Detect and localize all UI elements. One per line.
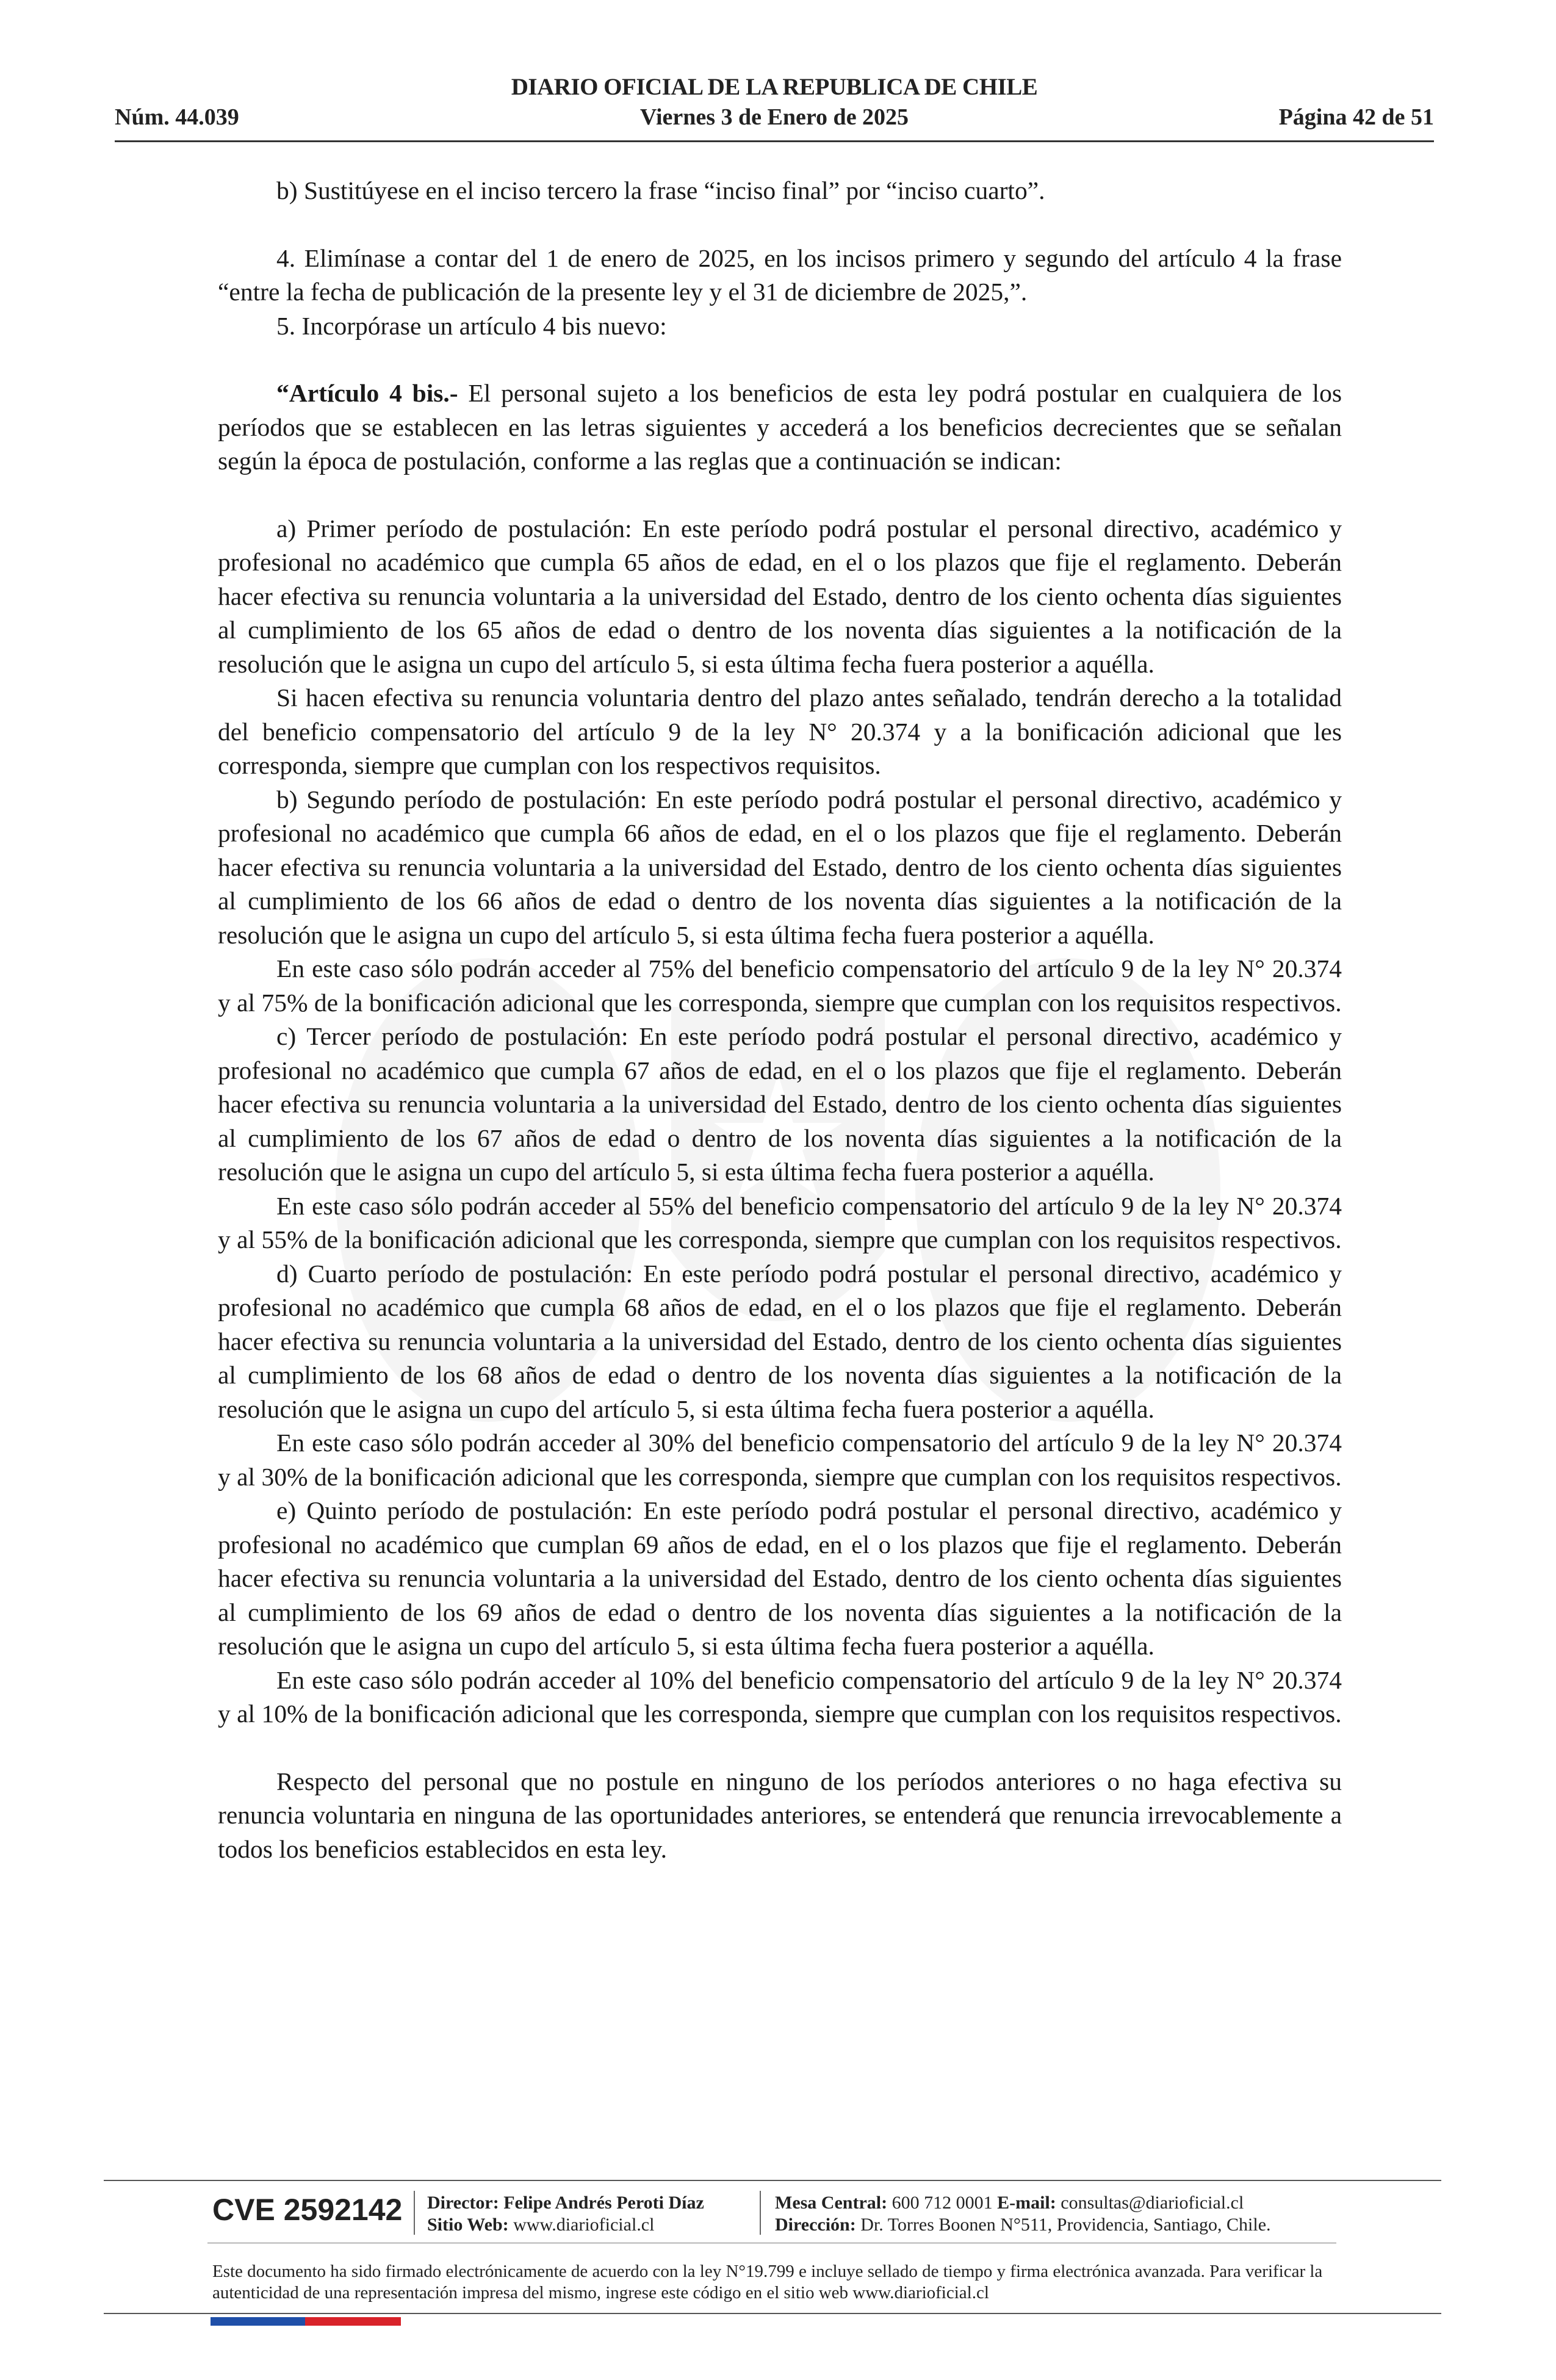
cve-code: CVE 2592142	[212, 2193, 403, 2227]
paragraph-b-substitution: b) Sustitúyese en el inciso tercero la frase “inciso final” por “inciso cuarto”.	[276, 176, 1045, 204]
newspaper-title: DIARIO OFICIAL DE LA REPUBLICA DE CHILE	[511, 74, 1038, 100]
page-number: Página 42 de 51	[1278, 104, 1434, 130]
email-link[interactable]: consultas@diarioficial.cl	[1061, 2193, 1244, 2213]
email-label: E-mail:	[997, 2193, 1056, 2213]
header-divider	[115, 140, 1434, 142]
director-name: Felipe Andrés Peroti Díaz	[503, 2193, 704, 2213]
period-d-paragraph: d) Cuarto período de postulación: En este período podrá postular el personal directivo, académico y profesional no académico que cumpla 68 años de edad, en el o los plazos que fije el reglamento. Deberán hacer efectiva su renuncia voluntaria a la universidad del Estado, dentro de los ciento ochenta días siguientes al cumplimiento de los 68 años de edad o dentro de los noventa días siguientes a la notificación de la resolución que le asigna un cupo del artículo 5, si esta última fecha fuera posterior a aquélla.	[218, 1259, 1342, 1423]
period-a-paragraph: a) Primer período de postulación: En este período podrá postular el personal directivo, académico y profesional no académico que cumpla 65 años de edad, en el o los plazos que fije el reglamento. Deberán hacer efectiva su renuncia voluntaria a la universidad del Estado, dentro de los ciento ochenta días siguientes al cumplimiento de los 65 años de edad o dentro de los noventa días siguientes a la notificación de la resolución que le asigna un cupo del artículo 5, si esta última fecha fuera posterior a aquélla.	[218, 514, 1342, 678]
address-label: Dirección:	[775, 2215, 856, 2235]
footer-separator	[760, 2191, 761, 2235]
period-c-benefit: En este caso sólo podrán acceder al 55% del beneficio compensatorio del artículo 9 de la ley N° 20.374 y al 55% de la bonificación adicional que les corresponda, siempre que cumplan con los requisitos respectivos.	[218, 1191, 1342, 1253]
flag-stripe-red	[305, 2317, 401, 2326]
footer-separator	[414, 2191, 415, 2235]
footer-director-block	[427, 2192, 704, 2236]
issue-date: Viernes 3 de Enero de 2025	[639, 104, 909, 130]
document-body	[218, 174, 1342, 1866]
flag-stripe-blue	[211, 2317, 305, 2326]
address-text: Dr. Torres Boonen N°511, Providencia, Santiago, Chile.	[860, 2215, 1271, 2235]
paragraph-4: 4. Elimínase a contar del 1 de enero de 2025, en los incisos primero y segundo del artículo 4 la frase “entre la fecha de publicación de la presente ley y el 31 de diciembre de 2025,”.	[218, 243, 1342, 306]
period-e-paragraph: e) Quinto período de postulación: En este período podrá postular el personal directivo, académico y profesional no académico que cumplan 69 años de edad, en el o los plazos que fije el reglamento. Deberán hacer efectiva su renuncia voluntaria a la universidad del Estado, dentro de los ciento ochenta días siguientes al cumplimiento de los 69 años de edad o dentro de los noventa días siguientes a la notificación de la resolución que le asigna un cupo del artículo 5, si esta última fecha fuera posterior a aquélla.	[218, 1496, 1342, 1660]
paragraph-5: 5. Incorpórase un artículo 4 bis nuevo:	[276, 311, 667, 340]
page-header	[115, 73, 1434, 146]
period-b-paragraph: b) Segundo período de postulación: En este período podrá postular el personal directivo, académico y profesional no académico que cumpla 66 años de edad, en el o los plazos que fije el reglamento. Deberán hacer efectiva su renuncia voluntaria a la universidad del Estado, dentro de los ciento ochenta días siguientes al cumplimiento de los 66 años de edad o dentro de los noventa días siguientes a la notificación de la resolución que le asigna un cupo del artículo 5, si esta última fecha fuera posterior a aquélla.	[218, 785, 1342, 949]
article-4-bis	[218, 377, 1342, 478]
site-label: Sitio Web:	[427, 2215, 509, 2235]
mesa-label: Mesa Central:	[775, 2193, 888, 2213]
article-4-bis-heading: “Artículo 4 bis.-	[276, 379, 458, 407]
article-4-bis-text: El personal sujeto a los beneficios de esta ley podrá postular en cualquiera de los períodos que se establecen en las letras siguientes y accederá a los beneficios decrecientes que se señalan según la época de postulación, conforme a las reglas que a continuación se indican:	[218, 379, 1342, 475]
footer-top-divider	[104, 2180, 1441, 2181]
legal-notice: Este documento ha sido firmado electrónicamente de acuerdo con la ley N°19.799 e incluye sellado de tiempo y firma electrónica avanzada. Para verificar la autenticidad de una representación impresa del mismo, ingrese este código en el sitio web www.diarioficial.cl	[212, 2262, 1323, 2302]
period-a-benefit: Si hacen efectiva su renuncia voluntaria dentro del plazo antes señalado, tendrán derecho a la totalidad del beneficio compensatorio del artículo 9 de la ley N° 20.374 y a la bonificación adicional que les corresponda, siempre que cumplan con los respectivos requisitos.	[218, 683, 1342, 779]
period-d-benefit: En este caso sólo podrán acceder al 30% del beneficio compensatorio del artículo 9 de la ley N° 20.374 y al 30% de la bonificación adicional que les corresponda, siempre que cumplan con los requisitos respectivos.	[218, 1429, 1342, 1491]
closing-paragraph: Respecto del personal que no postule en ninguno de los períodos anteriores o no haga efectiva su renuncia voluntaria en ninguna de las oportunidades anteriores, se entenderá que renuncia irrevocablemente a todos los beneficios establecidos en esta ley.	[218, 1767, 1342, 1863]
mesa-phone: 600 712 0001	[891, 2193, 993, 2213]
period-e-benefit: En este caso sólo podrán acceder al 10% del beneficio compensatorio del artículo 9 de la ley N° 20.374 y al 10% de la bonificación adicional que les corresponda, siempre que cumplan con los requisitos respectivos.	[218, 1665, 1342, 1728]
issue-number: Núm. 44.039	[115, 104, 239, 130]
footer-bottom-divider	[104, 2313, 1441, 2314]
site-link[interactable]: www.diarioficial.cl	[513, 2215, 655, 2235]
period-c-paragraph: c) Tercer período de postulación: En este período podrá postular el personal directivo, académico y profesional no académico que cumpla 67 años de edad, en el o los plazos que fije el reglamento. Deberán hacer efectiva su renuncia voluntaria a la universidad del Estado, dentro de los ciento ochenta días siguientes al cumplimiento de los 67 años de edad o dentro de los noventa días siguientes a la notificación de la resolución que le asigna un cupo del artículo 5, si esta última fecha fuera posterior a aquélla.	[218, 1022, 1342, 1186]
director-label: Director:	[427, 2193, 499, 2213]
period-b-benefit: En este caso sólo podrán acceder al 75% del beneficio compensatorio del artículo 9 de la ley N° 20.374 y al 75% de la bonificación adicional que les corresponda, siempre que cumplan con los requisitos respectivos.	[218, 954, 1342, 1017]
footer-contact-block	[775, 2192, 1271, 2236]
